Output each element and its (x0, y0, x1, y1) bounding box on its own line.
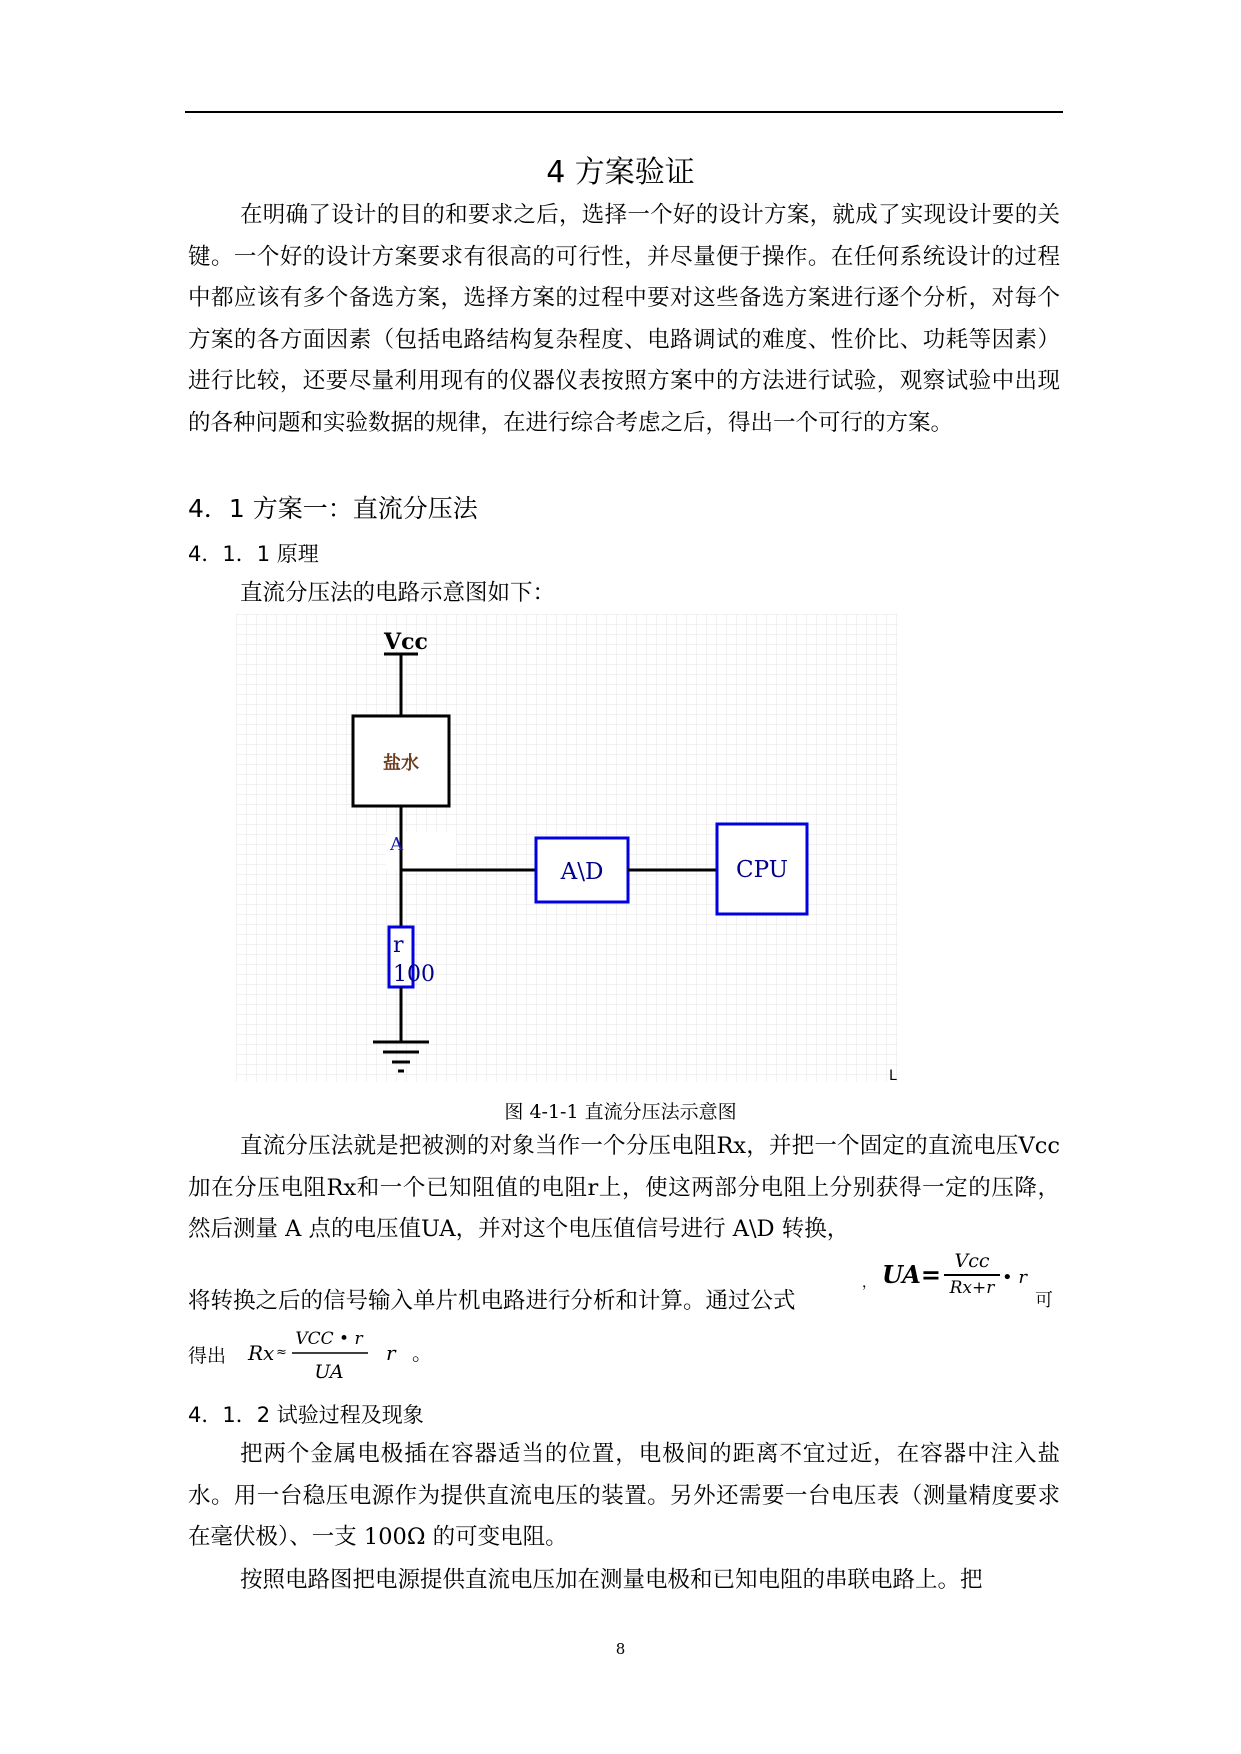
formula-ua-numerator: Vcc (954, 1250, 990, 1272)
circuit-diagram-svg (236, 614, 906, 1086)
formula-rx (244, 1320, 444, 1390)
diagram-intro: 直流分压法的电路示意图如下： (240, 580, 556, 606)
formula-ua-prefix: ， (862, 1275, 876, 1291)
saline-label: 盐水 (383, 753, 419, 774)
last-paragraph: 按照电路图把电源提供直流电压加在测量电极和已知电阻的串联电路上。把 (240, 1567, 983, 1593)
intro-paragraph-block (188, 195, 1060, 444)
formula-rx-svg (244, 1320, 444, 1390)
formula-ua-denominator: Rx+r (949, 1278, 995, 1298)
formula-rx-rhs: r (386, 1341, 396, 1365)
adc-label: A\D (560, 859, 604, 885)
header-rule (185, 111, 1063, 113)
experiment-paragraph-block (188, 1434, 1060, 1559)
page-number: 8 (615, 1640, 626, 1658)
principle-paragraph: 直流分压法就是把被测的对象当作一个分压电阻Rx，并把一个固定的直流电压Vcc加在分压电阻Rx和一个已知阻值的电阻r上，使这两部分电阻上分别获得一定的压降，然后测量 A 点的电压值UA，并对这个电压值信号进行 A\D 转换， (188, 1133, 1060, 1242)
resistor-name: r (393, 933, 404, 958)
resistor-value: 100 (393, 962, 435, 987)
section-heading-4-1-1: 4．1．1 原理 (188, 542, 319, 566)
formula-line-tail: 可 (1035, 1290, 1053, 1311)
section-heading-4-1-2: 4．1．2 试验过程及现象 (188, 1403, 424, 1427)
section-heading-4-1: 4．1 方案一：直流分压法 (188, 494, 478, 523)
formula-rx-suffix: 。 (412, 1341, 432, 1365)
derive-prefix: 得出 (188, 1345, 227, 1367)
formula-rx-lhs: Rx (248, 1341, 275, 1365)
vcc-label: Vcc (384, 629, 428, 655)
formula-rx-denominator: UA (314, 1361, 344, 1383)
formula-ua-svg (860, 1246, 1030, 1306)
formula-ua-lhs: UA= (882, 1260, 941, 1289)
intro-paragraph: 在明确了设计的目的和要求之后，选择一个好的设计方案，就成了实现设计要的关键。一个好的设计方案要求有很高的可行性，并尽量便于操作。在任何系统设计的过程中都应该有多个备选方案，选择方案的过程中要对这些备选方案进行逐个分析，对每个方案的各方面因素（包括电路结构复杂程度、电路调试的难度、性价比、功耗等因素）进行比较，还要尽量利用现有的仪器仪表按照方案中的方法进行试验，观察试验中出现的各种问题和实验数据的规律，在进行综合考虑之后，得出一个可行的方案。 (188, 202, 1060, 436)
formula-ua-rhs: • r (1002, 1267, 1027, 1288)
experiment-paragraph: 把两个金属电极插在容器适当的位置，电极间的距离不宜过近，在容器中注入盐水。用一台稳压电源作为提供直流电压的装置。另外还需要一台电压表（测量精度要求在毫伏极）、一支 100Ω 的可变电阻。 (188, 1441, 1060, 1550)
principle-paragraph-block (188, 1126, 1060, 1251)
formula-rx-op: ≈ (276, 1345, 287, 1360)
circuit-diagram (236, 614, 906, 1086)
formula-ua (860, 1246, 1030, 1306)
corner-mark: L (889, 1068, 897, 1084)
formula-rx-numerator: VCC • r (295, 1329, 363, 1349)
node-a-label: A (390, 834, 403, 855)
cpu-label: CPU (735, 857, 789, 883)
chapter-title: 4 方案验证 (546, 155, 695, 190)
formula-line-text: 将转换之后的信号输入单片机电路进行分析和计算。通过公式 (188, 1288, 796, 1314)
last-paragraph-block (188, 1560, 1060, 1602)
figure-caption: 图 4-1-1 直流分压法示意图 (504, 1101, 737, 1123)
